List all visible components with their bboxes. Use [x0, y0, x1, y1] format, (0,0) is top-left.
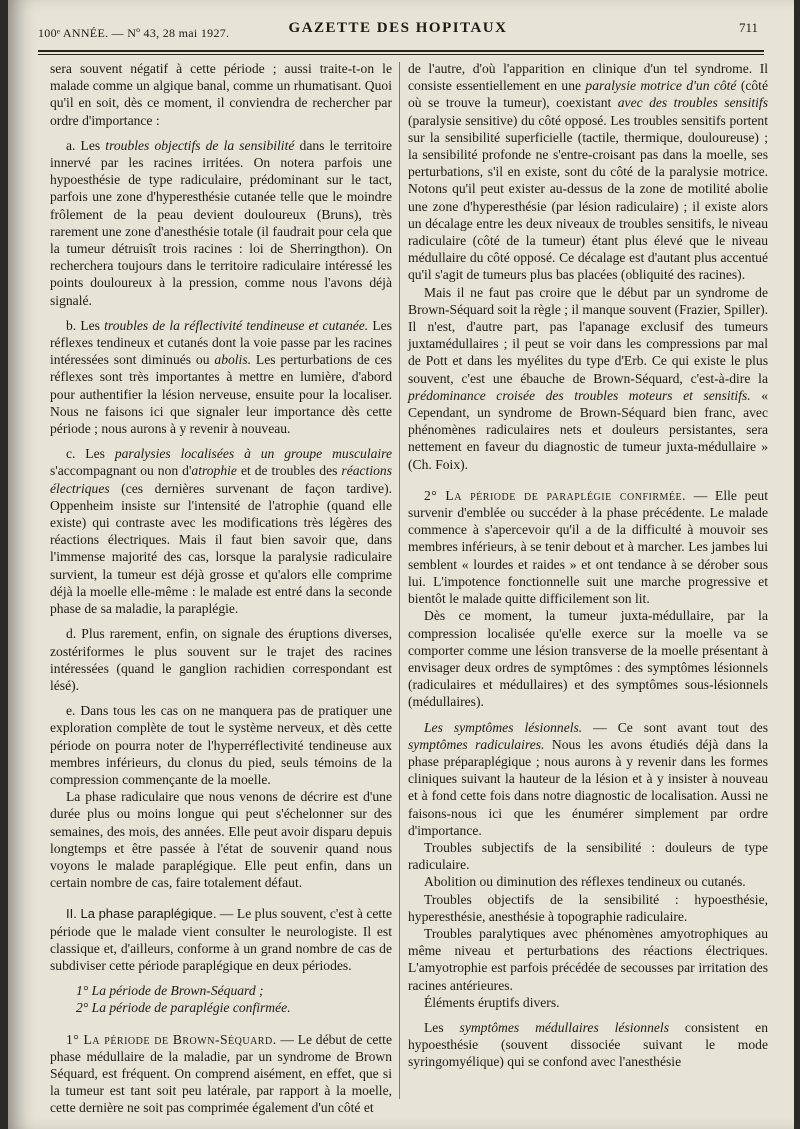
list-item: Troubles subjectifs de la sensibilité : douleurs de type radiculaire.: [408, 839, 768, 873]
list-item: Éléments éruptifs divers.: [424, 994, 560, 1010]
issue-line: 100ᵉ ANNÉE. — Nº 43, 28 mai 1927.: [38, 26, 230, 40]
list-item: Abolition ou diminution des réflexes tendineux ou cutanés.: [424, 874, 746, 890]
left-column: [50, 60, 393, 1116]
journal-title: GAZETTE DES HOPITAUX: [288, 20, 508, 36]
paragraph-b: b. Les troubles de la réflectivité tendineuse et cutanée. Les réflexes tendineux et cutanés dont la voie passe par les racines intéressées sont diminués ou abolis. Les perturbations de ces réflexes sont très importantes à mettre en lumière, d'abord pour authentifier la lésion nerveuse, ensuite pour la localiser. Nous ne faisons ici que signaler leur importance dès cette période ; nous aurons à y revenir à nouveau.: [50, 317, 393, 437]
paragraph: Dès ce moment, la tumeur juxta-médullaire, par la compression localisée qu'elle exerce sur la moelle va se comporter comme une lésion transverse de la moelle présentant à envisager deux ordres de symptômes : des symptômes lésionnels (radiculaires et médullaires) et des symptômes sous-lésionnels (médullaires).: [408, 608, 768, 710]
paragraph: de l'autre, d'où l'apparition en clinique d'un tel syndrome. Il consiste essentiellement en une paralysie motrice d'un côté (côté où se trouve la tumeur), coexistant avec des troubles sensitifs (paralysie sensitive) du côté opposé. Les troubles sensitifs portent sur la sensibilité superficielle (tactile, thermique, douloureuse) ; la sensibilité profonde ne s'entre-croisant pas dans la moelle, ses perturbations, s'il en existe, sont du côté de la paralysie motrice. Notons qu'il peut exister au-dessus de la zone de motilité abolie une zone d'hyperesthésie (par lésion radiculaire) ; il existe alors un décalage entre les deux niveaux de troubles sensitifs, le niveau radiculaire (côté de la tumeur) étant plus élevé que le niveau médullaire du côté opposé. Ce décalage est d'autant plus accentué qu'il s'agit de tumeurs plus bas placées (obliquité des racines).: [408, 61, 768, 283]
list-item: 1° La période de Brown-Séquard ;: [76, 983, 264, 999]
header-rule: [38, 50, 764, 52]
paragraph-d: d. Plus rarement, enfin, on signale des éruptions diverses, zostériformes le plus souvent sur le trajet des racines intéressées (quand le ganglion rachidien correspondant est lésé).: [50, 626, 392, 693]
page-number: 711: [738, 20, 758, 35]
list-item: Troubles objectifs de la sensibilité : hypoesthésie, hyperesthésie, anesthésie à topographie radiculaire.: [408, 891, 768, 924]
section-phase-paraplegique: II. La phase paraplégique. — Le plus souvent, c'est à cette période que le malade vient consulter le neurologiste. Il est classique et, d'ailleurs, conforme à un grand nombre de cas de subdiviser cette période paraplégique en deux périodes.: [50, 906, 392, 973]
paragraph: Les symptômes lésionnels. — Ce sont avant tout des symptômes radiculaires. Nous les avons étudiés déjà dans la phase préparaplégique ; nous aurons à y revenir dans les formes cliniques suivant la hauteur de la lésion et à y insister à nouveau et à fond cette fois dans notre diagnostic de localisation. Aussi ne faisons-nous ici que les énumérer simplement par ordre d'importance.: [408, 719, 768, 838]
paragraph-e: e. Dans tous les cas on ne manquera pas de pratiquer une exploration complète de tout le système nerveux, et dès cette période on pourra noter de l'hyperréflectivité tendineuse aux membres inférieurs, du clonus du pied, seuls témoins de la compression commençante de la moelle.: [50, 703, 392, 787]
list-item: 2° La période de paraplégie confirmée.: [76, 1000, 291, 1016]
paragraph-c: c. Les paralysies localisées à un groupe musculaire s'accompagnant ou non d'atrophie et de troubles des réactions électriques (ces dernières survenant de façon tardive). Oppenheim insiste sur l'intensité de l'atrophie (quand elle existe) qui contraste avec les modifications très légères des réactions électriques. Mais il faut bien savoir que, dans l'immense majorité des cas, lorsque la paralysie radiculaire survient, la tumeur est déjà grosse et qu'alors elle comprime déjà la moelle elle-même : le malade est entré dans la seconde phase de sa maladie, la paraplégie.: [50, 446, 392, 617]
journal-page: [8, 0, 794, 1129]
header-rule-thin: [38, 54, 764, 55]
list-item: Troubles paralytiques avec phénomènes amyotrophiques au même niveau et perturbations des réactions électriques. L'amyotrophie est parfois précédée de secousses par irritation des racines antérieures.: [408, 925, 768, 993]
paragraph: Mais il ne faut pas croire que le début par un syndrome de Brown-Séquard soit la règle ; il manque souvent (Frazier, Spiller). Il n'est, d'autre part, pas l'apanage exclusif des tumeurs juxtamédullaires ; il peut se voir dans les compressions par mal de Pott et dans les myélites du type d'Erb. Ce qui existe le plus souvent, c'est une ébauche de Brown-Séquard, c'est-à-dire la prédominance croisée des troubles moteurs et sensitifs. « Cependant, un syndrome de Brown-Séquard bien franc, avec phénomènes radiculaires nets et douleurs persistantes, sera nettement en faveur du diagnostic de tumeur juxta-médullaire » (Ch. Foix).: [408, 284, 768, 472]
paragraph: sera souvent négatif à cette période ; aussi traite-t-on le malade comme un algique banal, comme un rhumatisant. Quoi qu'il en soit, dès ce moment, il conviendra de rechercher par ordre d'importance :: [50, 61, 392, 128]
paragraph: Les symptômes médullaires lésionnels consistent en hypoesthésie (souvent dissociée suivant le mode syringomyélique) qui se confond avec l'anesthésie: [408, 1019, 768, 1070]
paragraph-a: a. Les troubles objectifs de la sensibilité dans le territoire innervé par les racines irritées. On notera parfois une hypoesthésie de type radiculaire, prédominant sur le tact, parfois une zone d'hyperesthésie cutanée telle que le moindre frôlement de la peau devient douloureux (Bruns), très rarement une zone d'anesthésie totale (il faudrait pour cela que la tumeur détruisît trois racines : loi de Sherringthon). On recherchera toujours dans le territoire radiculaire intéressé les points douloureux à la pression, comme nous l'avons déjà signalé.: [50, 137, 393, 308]
column-divider: [399, 62, 400, 1099]
right-column: [408, 60, 768, 1109]
page-header: [38, 18, 758, 48]
paragraph: La phase radiculaire que nous venons de décrire est d'une durée plus ou moins longue qui peut s'échelonner sur des semaines, des mois, des années. Elle peut avoir disparu depuis longtemps et être passée à l'état de souvenir quand nous voyons le malade paraplégique. Elle peut enfin, dans un certain nombre de cas, faire totalement défaut.: [50, 789, 392, 891]
subsection-paraplegie-confirmee: 2° La période de paraplégie confirmée. — Elle peut survenir d'emblée ou succéder à la phase précédente. Le malade commence à s'apercevoir qu'il a de la difficulté à mouvoir ses membres inférieurs, à se tenir debout et à marcher. Les jambes lui semblent « lourdes et raides » et ont tendance à se dérober sous lui. L'impotence fonctionnelle suit une marche progressive et bientôt le malade quitte difficilement son lit.: [408, 487, 769, 607]
subsection-brown-sequard: 1° La période de Brown-Séquard. — Le début de cette phase médullaire de la maladie, par un syndrome de Brown Séquard, est fréquent. On comprend aisément, en effet, que si la tumeur est tant soit peu latérale, par rapport à la moelle, cette dernière ne soit pas comprimée également d'un côté et: [50, 1031, 392, 1116]
